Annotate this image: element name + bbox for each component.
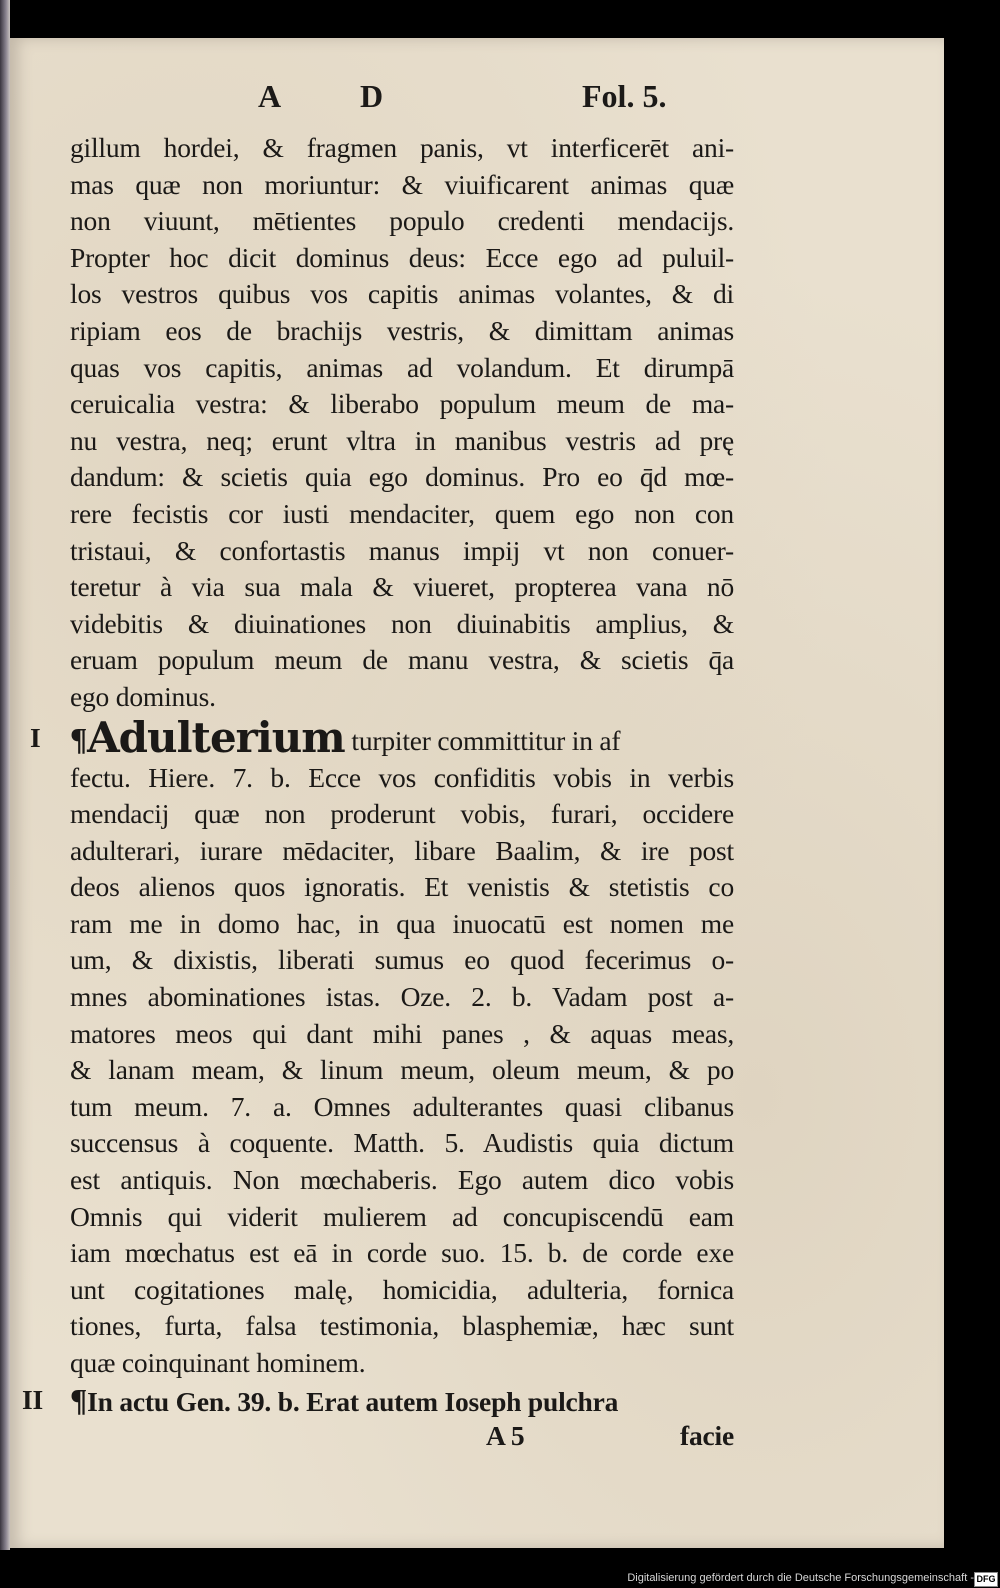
main-text-block <box>22 130 734 1455</box>
text-line: non viuunt, mētientes populo credenti mendacijs. <box>70 205 734 237</box>
section-numeral-1: I <box>30 721 41 753</box>
text-line: mnes abominationes istas. Oze. 2. b. Vadam post a- <box>70 981 734 1013</box>
text-line: um, & dixistis, liberati sumus eo quod fecerimus o- <box>70 944 734 976</box>
text-line: eruam populum meum de manu vestra, & scietis q̄a <box>70 644 734 676</box>
text-line: los vestros quibus vos capitis animas volantes, & di <box>70 278 734 310</box>
text-line: ceruicalia vestra: & liberabo populum meum de ma- <box>70 388 734 420</box>
header-letter-a: A <box>258 78 282 114</box>
section-numeral-2: II <box>22 1383 44 1415</box>
text-line: mas quæ non moriuntur: & viuificarent animas quæ <box>70 168 734 200</box>
text-line: adulterari, iurare mēdaciter, libare Baalim, & ire post <box>70 834 734 866</box>
text-line: Propter hoc dicit dominus deus: Ecce ego ad puluil- <box>70 241 734 273</box>
text-line: quæ coinquinant hominem. <box>70 1347 366 1378</box>
book-page <box>10 38 944 1548</box>
folio-number: Fol. 5. <box>582 78 667 114</box>
pilcrow-icon: ¶ <box>70 720 88 757</box>
text-line: succensus à coquente. Matth. 5. Audistis quia dictum <box>70 1127 734 1159</box>
text-line: nu vestra, neq; erunt vltra in manibus vestris ad prę <box>70 424 734 456</box>
text-line: mendacij quæ non proderunt vobis, furari, occidere <box>70 798 734 830</box>
text-line: deos alienos quos ignoratis. Et venistis & stetistis co <box>70 871 734 903</box>
text-line: est antiquis. Non mœchaberis. Ego autem dico vobis <box>70 1164 734 1196</box>
dfg-logo: DFG <box>974 1572 998 1587</box>
signature-line <box>70 1418 734 1455</box>
text-line: fectu. Hiere. 7. b. Ecce vos confiditis vobis in verbis <box>70 761 734 793</box>
text-line: Omnis qui viderit mulierem ad concupiscendū eam <box>70 1200 734 1232</box>
text-line: quas vos capitis, animas ad volandum. Et dirumpā <box>70 351 734 383</box>
section-2-text: In actu Gen. 39. b. Erat autem Ioseph pulchra <box>87 1385 619 1417</box>
book-edge <box>0 0 10 1550</box>
text-line: matores meos qui dant mihi panes , & aquas meas, <box>70 1017 734 1049</box>
text-line: ripiam eos de brachijs vestris, & dimittam animas <box>70 314 734 346</box>
page-header <box>10 78 944 128</box>
text-line: ego dominus. <box>70 680 216 712</box>
text-line: dandum: & scietis quia ego dominus. Pro eo q̄d mœ- <box>70 461 734 493</box>
section-heading-rest: turpiter committitur in af <box>344 724 621 756</box>
text-line: tum meum. 7. a. Omnes adulterantes quasi clibanus <box>70 1090 734 1122</box>
pilcrow-icon: ¶ <box>70 1381 88 1418</box>
text-line: unt cogitationes malę, homicidia, adulteria, fornica <box>70 1273 734 1305</box>
text-line: tristaui, & confortastis manus impij vt non conuer- <box>70 534 734 566</box>
text-line: teretur à via sua mala & viueret, propterea vana nō <box>70 571 734 603</box>
header-letter-d: D <box>360 78 384 114</box>
section-heading: Adulterium <box>87 712 345 762</box>
section-2-line <box>22 1381 734 1419</box>
text-line: & lanam meam, & linum meum, oleum meum, & po <box>70 1054 734 1086</box>
funding-credit: Digitalisierung gefördert durch die Deutsche Forschungsgemeinschaft - <box>627 1572 974 1584</box>
signature-mark: A 5 <box>486 1420 525 1452</box>
text-line: videbitis & diuinationes non diuinabitis amplius, & <box>70 607 734 639</box>
text-line: iam mœchatus est eā in corde suo. 15. b. de corde exe <box>70 1237 734 1269</box>
text-line: gillum hordei, & fragmen panis, vt interficerēt ani- <box>70 132 734 163</box>
text-line: ram me in domo hac, in qua inuocatū est nomen me <box>70 907 734 939</box>
text-line: tiones, furta, falsa testimonia, blasphemiæ, hæc sunt <box>70 1310 734 1342</box>
catchword: facie <box>680 1420 734 1452</box>
text-line: rere fecistis cor iusti mendaciter, quem ego non con <box>70 497 734 529</box>
section-heading-line <box>30 712 734 762</box>
